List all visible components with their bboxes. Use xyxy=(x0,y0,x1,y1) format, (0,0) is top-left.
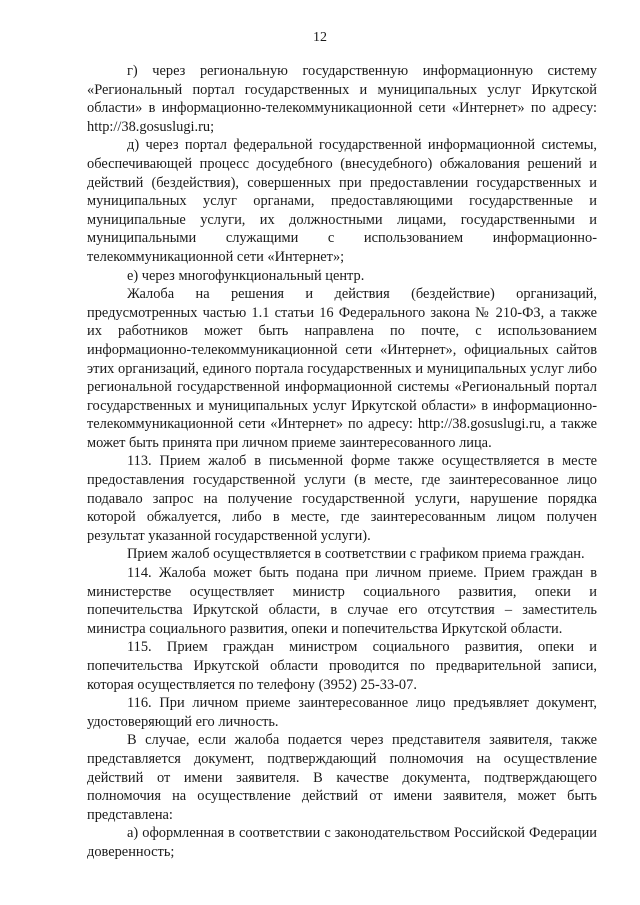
paragraph-114: 114. Жалоба может быть подана при личном приеме. Прием граждан в министерстве осуществляет министр социального развития, опеки и попечительства Иркутской области, в случае его отсутствия – заместитель министра социального развития, опеки и попечительства Иркутской области. xyxy=(87,565,597,637)
paragraph-115: 115. Прием граждан министром социального развития, опеки и попечительства Иркутской области проводится по предварительной записи, которая осуществляется по телефону (3952) 25-33-07. xyxy=(87,639,597,693)
paragraph-complaint-organizations: Жалоба на решения и действия (бездействие) организаций, предусмотренных частью 1.1 статьи 16 Федерального закона № 210-ФЗ, а также их работников может быть направлена по почте, с использованием информационно-телекоммуникационной сети «Интернет», официальных сайтов этих организаций, единого портала государственных и муниципальных услуг либо региональной государственной информационной системы «Региональный портал государственных и муниципальных услуг Иркутской области» в информационно-телекоммуникационной сети «Интернет» по адресу: http://38.gosuslugi.ru, а также может быть принята при личном приеме заинтересованного лица. xyxy=(87,286,597,451)
paragraph-representative: В случае, если жалоба подается через представителя заявителя, также представляется документ, подтверждающий полномочия на осуществление действий от имени заявителя. В качестве документа, подтверждающего полномочия на осуществление действий от имени заявителя, может быть представлена: xyxy=(87,732,597,823)
paragraph-item-g: г) через региональную государственную информационную систему «Региональный портал государственных и муниципальных услуг Иркутской области» в информационно-телекоммуникационной сети «Интернет» по адресу: http://38.gosuslugi.ru; xyxy=(87,63,597,135)
paragraph-item-d: д) через портал федеральной государственной информационной системы, обеспечивающей процесс досудебного (внесудебного) обжалования решений и действий (бездействия), совершенных при предоставлении государственных и муниципальных услуг органами, предоставляющими государственные и муниципальные услуги, их должностными лицами, государственными и муниципальными служащими с использованием информационно-телекоммуникационной сети «Интернет»; xyxy=(87,137,597,265)
paragraph-item-e: е) через многофункциональный центр. xyxy=(127,267,365,284)
paragraph-116: 116. При личном приеме заинтересованное лицо предъявляет документ, удостоверяющий его личность. xyxy=(87,695,597,730)
paragraph-item-a: а) оформленная в соответствии с законодательством Российской Федерации доверенность; xyxy=(87,825,597,860)
paragraph-reception-schedule: Прием жалоб осуществляется в соответствии с графиком приема граждан. xyxy=(127,546,585,563)
page-number: 12 xyxy=(313,30,327,45)
document-body xyxy=(87,62,597,862)
paragraph-113: 113. Прием жалоб в письменной форме также осуществляется в месте предоставления государственной услуги (в месте, где заинтересованное лицо подавало запрос на получение государственной услуги, нарушение порядка которой обжалуется, либо в месте, где заинтересованным лицом получен результат указанной государственной услуги). xyxy=(87,453,597,544)
